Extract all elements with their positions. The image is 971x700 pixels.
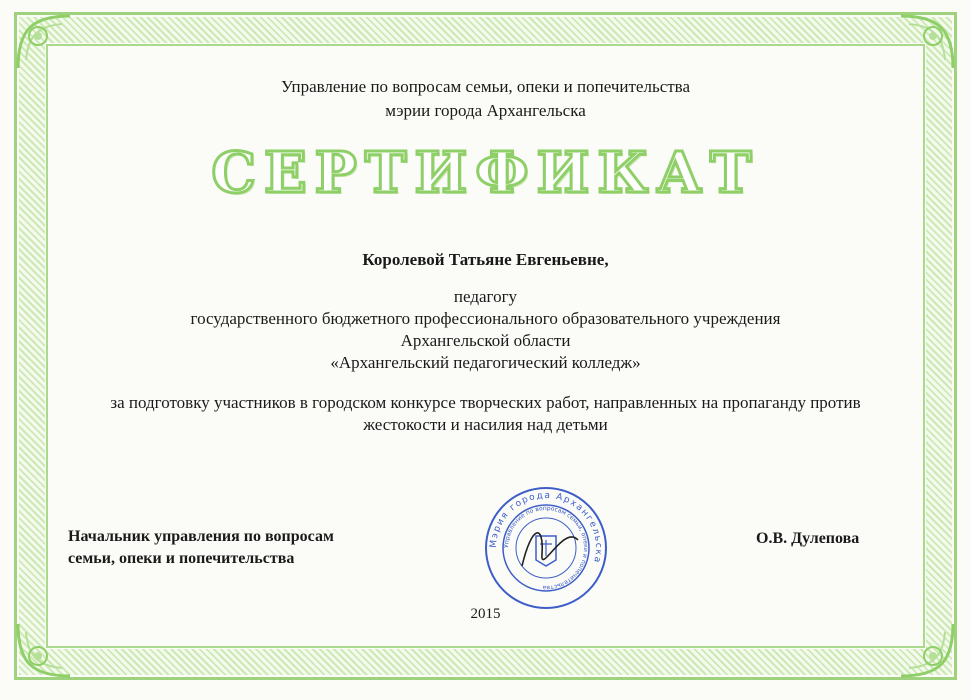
certificate-title: СЕРТИФИКАТ [211, 140, 760, 206]
issuer-line-2: мэрии города Архангельска [385, 101, 586, 120]
issue-year: 2015 [470, 606, 501, 622]
issuer-line-1: Управление по вопросам семьи, опеки и попечительства [280, 77, 691, 96]
corner-ornament-icon [895, 10, 959, 74]
official-seal-icon [482, 484, 610, 612]
position-line: государственного бюджетного профессионального образовательного учреждения [190, 309, 781, 328]
corner-ornament-icon [12, 618, 76, 682]
signatory-name: О.В. Дулепова [756, 530, 860, 547]
corner-ornament-icon [895, 618, 959, 682]
signatory-title [68, 526, 428, 570]
seal-inner-text: Управление по вопросам семьи, опеки и попечительства [502, 504, 590, 592]
position-line: педагогу [453, 287, 518, 306]
reason-line: жестокости и насилия над детьми [363, 415, 608, 434]
position-line: Архангельской области [400, 331, 571, 350]
corner-ornament-icon [12, 10, 76, 74]
reason-line: за подготовку участников в городском конкурсе творческих работ, направленных на пропаганду против [110, 393, 861, 412]
signatory-title-line-2: семьи, опеки и попечительства [68, 550, 295, 567]
seal-outer-text: Мэрия города Архангельска [488, 490, 604, 565]
position-line: «Архангельский педагогический колледж» [330, 353, 641, 372]
recipient-name: Королевой Татьяне Евгеньевне, [362, 250, 609, 269]
signatory-title-line-1: Начальник управления по вопросам [68, 528, 334, 545]
